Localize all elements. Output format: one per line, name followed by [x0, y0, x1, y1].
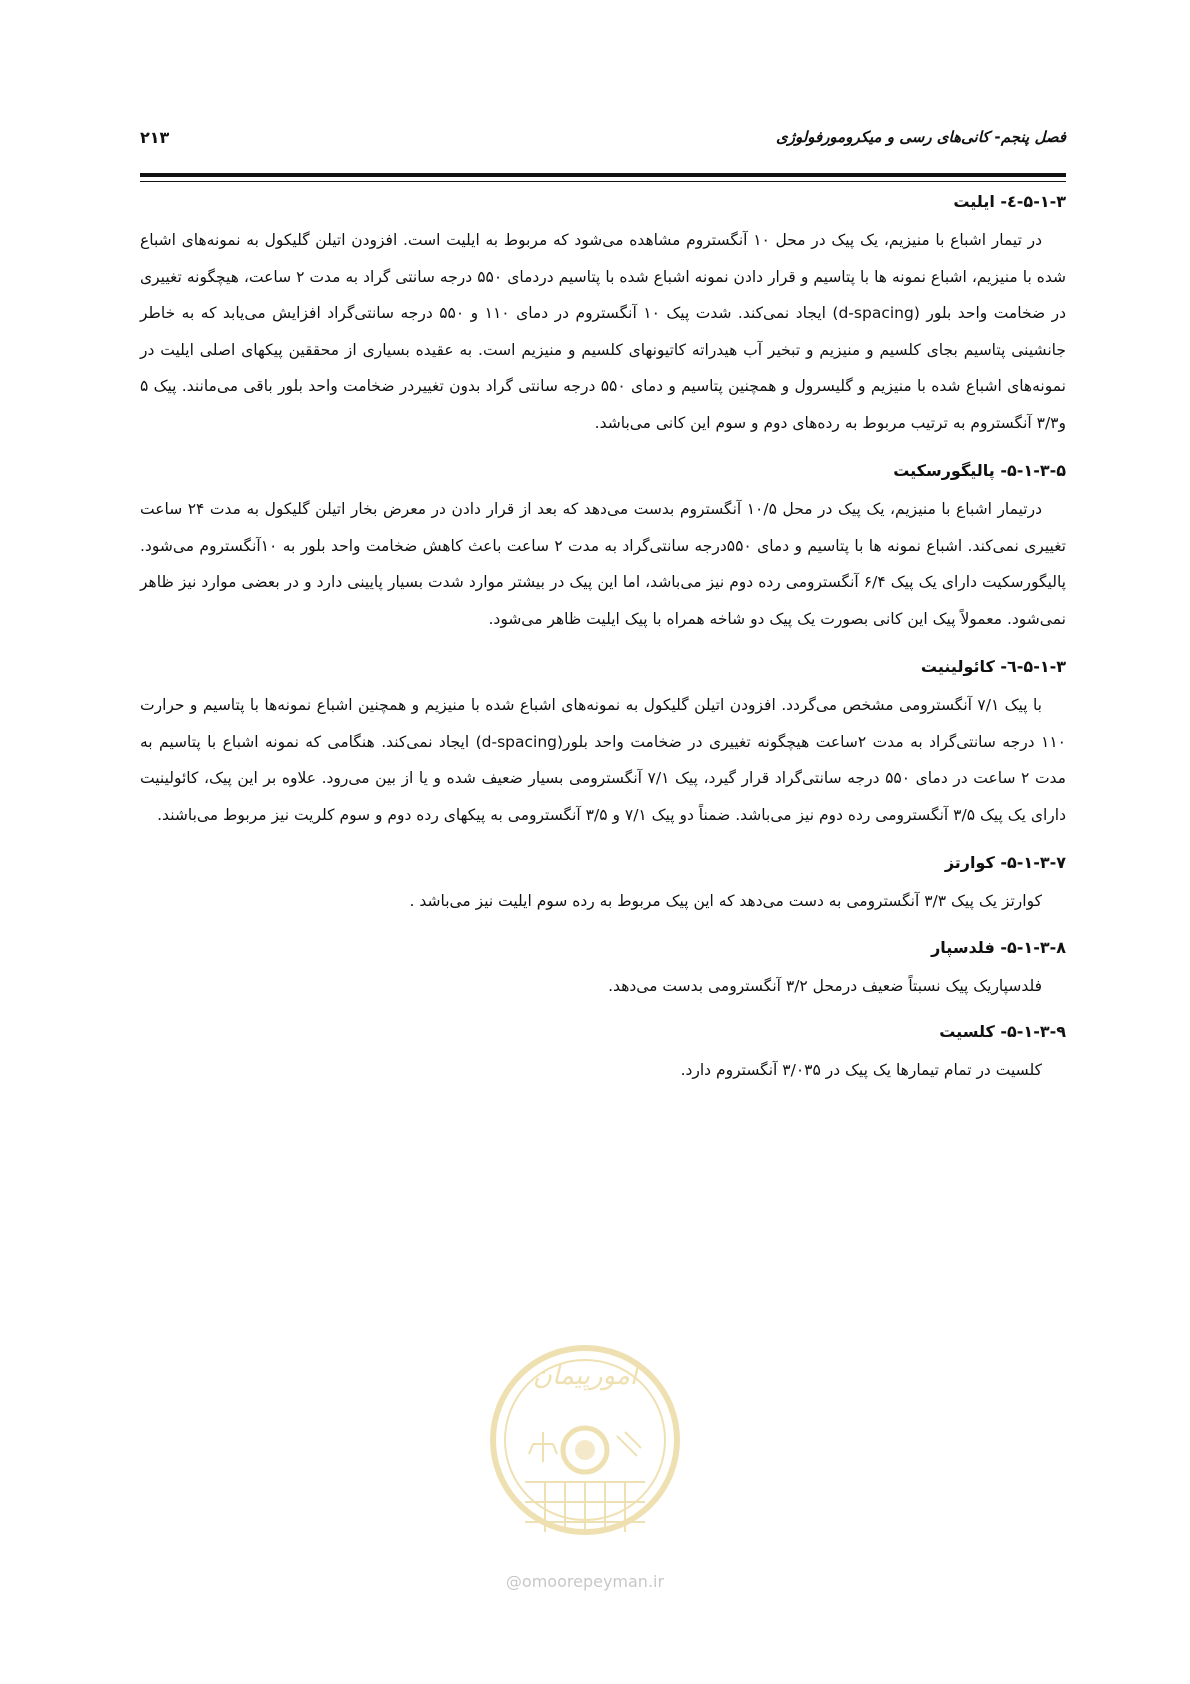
section-feldspar [140, 932, 1066, 1017]
section-paragraph: فلدسپاریک پیک نسبتاً ضعیف درمحل ۳/۲ آنگسترومی بدست می‌دهد. [608, 976, 1042, 995]
section-paragraph: کلسیت در تمام تیمارها یک پیک در ۳/۰۳۵ آنگستروم دارد. [680, 1061, 1042, 1079]
section-heading: ۵-۱-۳-٦- کائولینیت [920, 657, 1066, 676]
section-heading: ۵-۱-۳-۹- کلسیت [939, 1022, 1066, 1041]
section-calcite [140, 1016, 1066, 1101]
section-heading: ۵-۱-۳-۸- فلدسپار [931, 937, 1066, 957]
watermark-site: @omoorepeyman.ir [505, 1572, 665, 1591]
section-paragraph: در تیمار اشباع با منیزیم، یک پیک در محل ۱۰ آنگستروم مشاهده می‌شود که مربوط به ایلیت است. افزودن اتیلن گلیکول به نمونه‌های اشباع شده با منیزیم، اشباع نمونه ها با پتاسیم و قرار دادن نمونه اشباع شده با پتاسیم دردمای ۵۵۰ درجه سانتی گراد به مدت ۲ ساعت، هیچگونه تغییری در ضخامت واحد بلور (d-spacing) ایجاد نمی‌کند. شدت پیک ۱۰ آنگستروم در دمای ۱۱۰ و ۵۵۰ درجه سانتی‌گراد افزایش می‌یابد که به خاطر جانشینی پتاسیم بجای کلسیم و منیزیم و تبخیر آب هیدراته کاتیونهای کلسیم و منیزیم است. به عقیده بسیاری از محققین پیکهای اصلی ایلیت در نمونه‌های اشباع شده با منیزیم و گلیسرول و همچنین پتاسیم و دمای ۵۵۰ درجه سانتی گراد بدون تغییردر ضخامت واحد بلور باقی می‌مانند. پیک ۵ و۳/۳ آنگستروم به ترتیب مربوط به رده‌های دوم و سوم این کانی می‌باشد. [140, 231, 1067, 432]
chapter-title: فصل پنجم- کانی‌های رسی و میکرومورفولوژی [775, 128, 1066, 146]
section-illite [140, 186, 1066, 455]
header-rule-thick [140, 173, 1066, 177]
section-heading: ۵-۱-۳-۵- پالیگورسکیت [893, 461, 1066, 480]
section-paragraph: درتیمار اشباع با منیزیم، یک پیک در محل ۱۰/۵ آنگستروم بدست می‌دهد که بعد از قرار دادن در معرض بخار اتیلن گلیکول به مدت ۲۴ ساعت تغییری نمی‌کند. اشباع نمونه ها با پتاسیم و دمای ۵۵۰درجه سانتی‌گراد به مدت ۲ ساعت باعث کاهش ضخامت واحد بلور به ۱۰آنگستروم می‌شود. پالیگورسکیت دارای یک پیک ۶/۴ آنگسترومی رده دوم نیز می‌باشد، اما این پیک در بیشتر موارد شدت بسیار پایینی دارد و در بعضی موارد نیز ظاهر نمی‌شود. معمولاً پیک این کانی بصورت یک پیک دو شاخه همراه با پیک ایلیت ظاهر می‌شود. [140, 500, 1066, 628]
page-number: ۲۱۳ [140, 128, 170, 147]
header-rule-thin [140, 181, 1066, 182]
watermark-logo-text: امورپیمان [532, 1361, 638, 1391]
section-kaolinite [140, 651, 1066, 847]
section-paragraph: کوارتز یک پیک ۳/۳ آنگسترومی به دست می‌دهد که این پیک مربوط به رده سوم ایلیت نیز می‌باشد . [409, 892, 1042, 910]
page-body [140, 186, 1066, 1101]
watermark [485, 1332, 685, 1591]
section-heading: ۵-۱-۳-٤- ایلیت [953, 192, 1066, 211]
section-paragraph: با پیک ۷/۱ آنگسترومی مشخص می‌گردد. افزودن اتیلن گلیکول به نمونه‌های اشباع شده با منیزیم و همچنین اشباع نمونه‌ها با پتاسیم و حرارت ۱۱۰ درجه سانتی‌گراد به مدت ۲ساعت هیچگونه تغییری در ضخامت واحد بلور(d-spacing) ایجاد نمی‌کند. هنگامی که نمونه اشباع با پتاسیم به مدت ۲ ساعت در دمای ۵۵۰ درجه سانتی‌گراد قرار گیرد، پیک ۷/۱ آنگسترومی بسیار ضعیف شده و یا از بین می‌رود. علاوه بر این پیک، کائولینیت دارای یک پیک ۳/۵ آنگسترومی رده دوم نیز می‌باشد. ضمناً دو پیک ۷/۱ و ۳/۵ آنگسترومی به پیکهای رده دوم و سوم کلریت نیز مربوط می‌باشند. [140, 696, 1066, 824]
section-palygorskite [140, 455, 1066, 651]
section-heading: ۵-۱-۳-۷- کوارتز [944, 853, 1066, 872]
page-header [140, 128, 1066, 158]
section-quartz [140, 847, 1066, 932]
watermark-logo-icon [485, 1332, 685, 1572]
